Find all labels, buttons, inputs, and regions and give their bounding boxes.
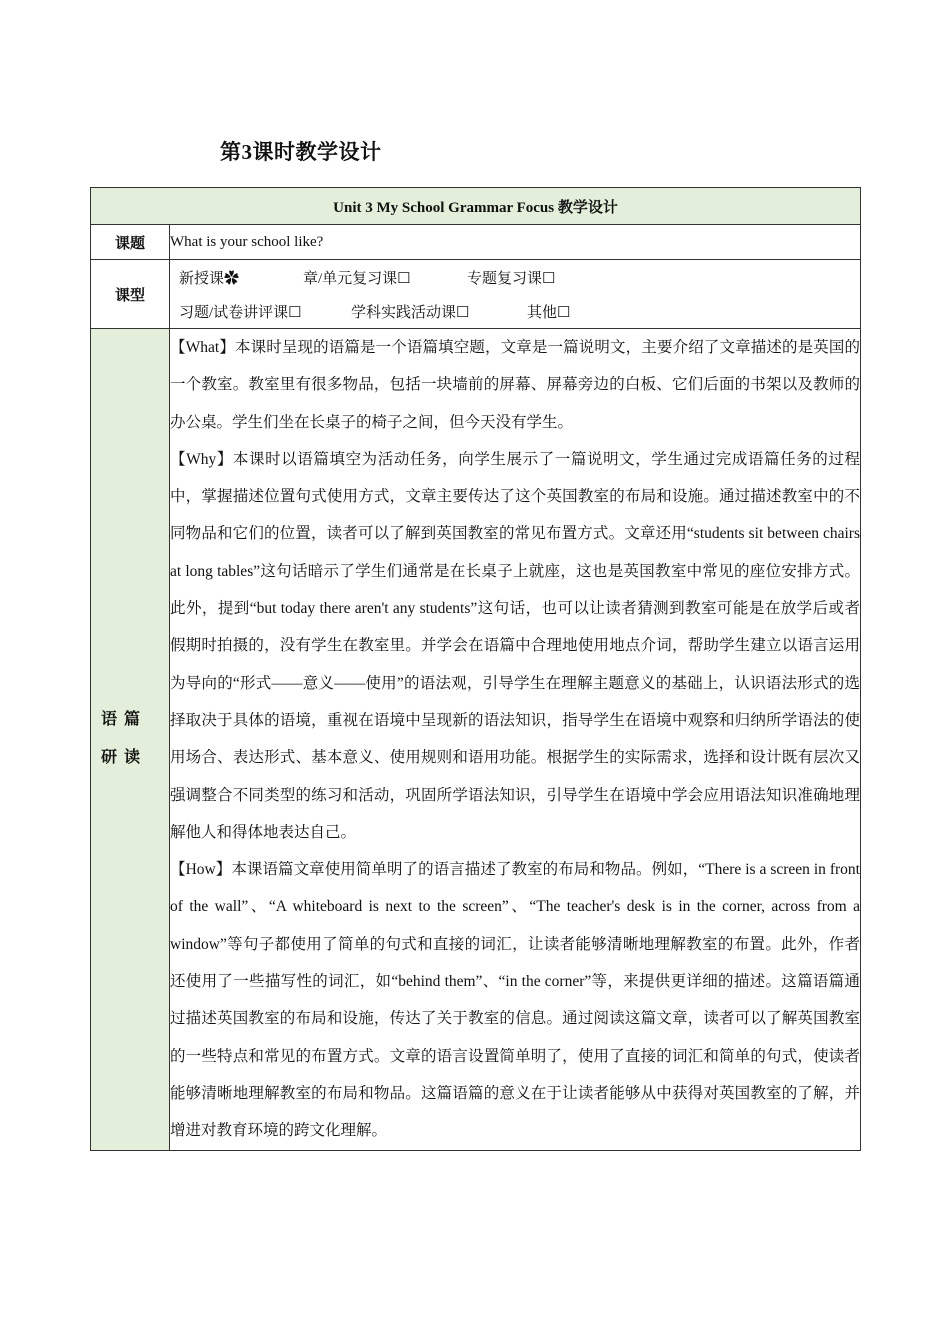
text-research-content (170, 329, 861, 1151)
type-option-topic-review[interactable]: 专题复习课☐ (467, 270, 556, 287)
topic-row (91, 225, 861, 260)
table-header-row (91, 188, 861, 225)
table-header: Unit 3 My School Grammar Focus 教学设计 (91, 188, 861, 225)
lesson-type-line-1 (170, 260, 860, 294)
lesson-type-line-2 (170, 294, 860, 328)
lesson-plan-table (90, 187, 861, 1151)
type-option-exercise-review[interactable]: 习题/试卷讲评课☐ (179, 304, 302, 321)
paragraph-why: 【Why】本课时以语篇填空为活动任务，向学生展示了一篇说明文，学生通过完成语篇任务的过程中，掌握描述位置句式使用方式，文章主要传达了这个英国教室的布局和设施。通过描述教室中的不同物品和它们的位置，读者可以了解到英国教室的常见布置方式。文章还用“students sit between chairs at long tables”这句话暗示了学生们通常是在长桌子上就座，这也是英国教室中常见的座位安排方式。此外，提到“but today there aren't any students”这句话，也可以让读者猜测到教室可能是在放学后或者假期时拍摄的，没有学生在教室里。并学会在语篇中合理地使用地点介词，帮助学生建立以语言运用为导向的“形式——意义——使用”的语法观，引导学生在理解主题意义的基础上，认识语法形式的选择取决于具体的语境，重视在语境中呈现新的语法知识，指导学生在语境中观察和归纳所学语法的使用场合、表达形式、基本意义、使用规则和语用功能。根据学生的实际需求，选择和设计既有层次又强调整合不同类型的练习和活动，巩固所学语法知识，引导学生在语境中学会应用语法知识准确地理解他人和得体地表达自己。 (170, 450, 860, 841)
lesson-type-label: 课型 (91, 260, 170, 329)
text-research-label: 语篇研读 (101, 711, 148, 767)
text-research-label-cell (91, 329, 170, 1151)
lesson-type-options (170, 260, 861, 329)
text-research-row (91, 329, 861, 1151)
type-option-new[interactable]: 新授课✿ (179, 270, 240, 287)
page-title: 第3课时教学设计 (220, 140, 382, 164)
topic-value: What is your school like? (170, 225, 861, 260)
topic-label: 课题 (91, 225, 170, 260)
type-option-other[interactable]: 其他☐ (527, 304, 571, 321)
paragraph-how: 【How】本课语篇文章使用简单明了的语言描述了教室的布局和物品。例如，“There is a screen in front of the wall”、“A whiteboard is next to the screen”、“The teacher's desk is in the corner, across from a window”等句子都使用了简单的句式和直接的词汇，让读者能够清晰地理解教室的布置。此外，作者还使用了一些描写性的词汇，如“behind them”、“in the corner”等，来提供更详细的描述。这篇语篇通过描述英国教室的布局和设施，传达了关于教室的信息。通过阅读这篇文章，读者可以了解英国教室的一些特点和常见的布置方式。文章的语言设置简单明了，使用了直接的词汇和简单的句式，使读者能够清晰地理解教室的布局和物品。这篇语篇的意义在于让读者能够从中获得对英国教室的了解，并增进对教育环境的跨文化理解。 (170, 861, 860, 1140)
type-option-unit-review[interactable]: 章/单元复习课☐ (303, 270, 411, 287)
lesson-type-row (91, 260, 861, 329)
paragraph-what: 【What】本课时呈现的语篇是一个语篇填空题，文章是一篇说明文，主要介绍了文章描述的是英国的一个教室。教室里有很多物品，包括一块墙前的屏幕、屏幕旁边的白板、它们后面的书架以及教师的办公桌。学生们坐在长桌子的椅子之间，但今天没有学生。 (170, 339, 860, 431)
type-option-practice[interactable]: 学科实践活动课☐ (351, 304, 470, 321)
